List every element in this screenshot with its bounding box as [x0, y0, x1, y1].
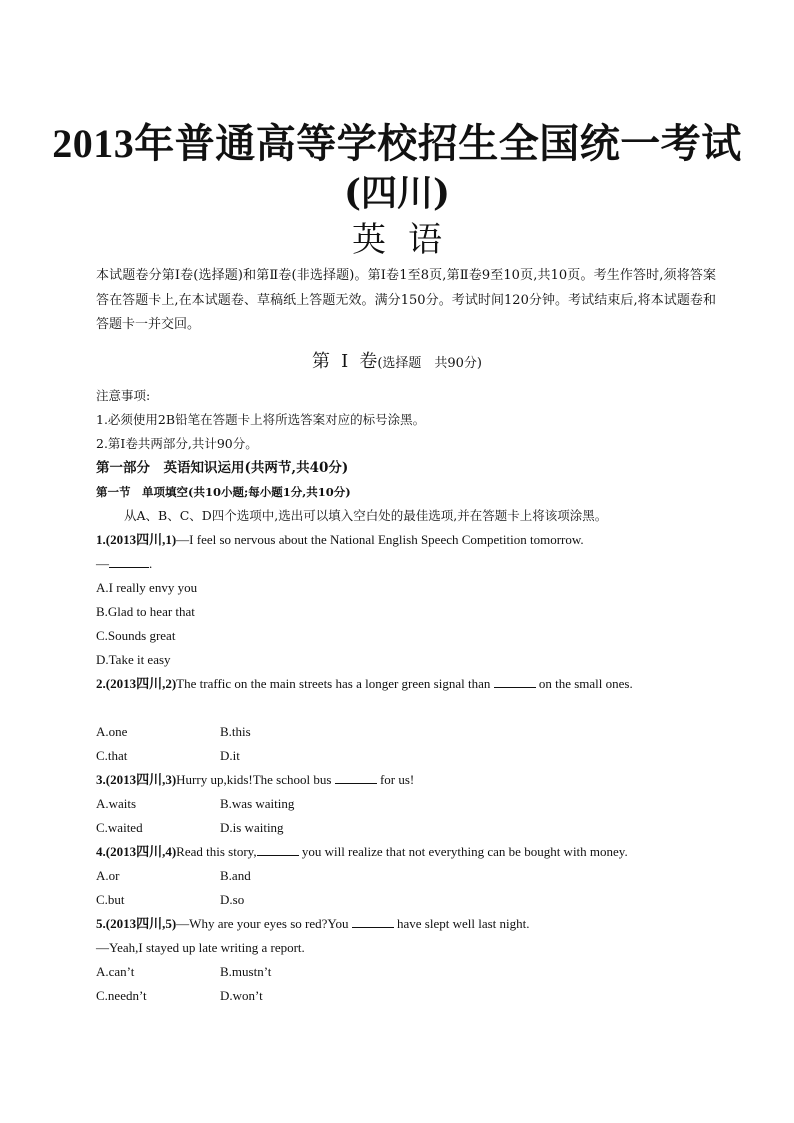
question-5: [96, 914, 530, 934]
option-c: C.that: [96, 748, 128, 763]
answer-blank: [494, 675, 536, 688]
option-d: D.won’t: [220, 988, 263, 1003]
answer-blank: [257, 843, 299, 856]
option-c: C.waited: [96, 820, 143, 835]
section-heading: 第一部分 英语知识运用(共两节,共40分): [96, 460, 349, 476]
answer-blank: [352, 915, 394, 928]
exam-subject: 英语: [352, 220, 464, 260]
option-b: B.Glad to hear that: [96, 604, 195, 619]
notes-heading: 注意事项:: [96, 388, 151, 403]
volume-label-a: 第: [312, 351, 330, 372]
question-4: [96, 842, 628, 862]
question-1-reply: [96, 554, 152, 574]
question-number: 4: [96, 844, 103, 859]
reply-end: .: [149, 556, 153, 571]
question-text-a: The traffic on the main streets has a longer green signal than: [176, 676, 494, 691]
question-5-reply: —Yeah,I stayed up late writing a report.: [96, 940, 305, 955]
answer-blank: [109, 555, 149, 568]
option-a: A.or: [96, 868, 120, 883]
volume-label-roman: Ⅰ: [341, 351, 349, 372]
question-source: .(2013四川,5): [102, 916, 177, 931]
question-text-b: for us!: [376, 772, 415, 787]
question-text-b: you will realize that not everything can be bought with money.: [298, 844, 628, 859]
volume-label-b: 卷: [359, 351, 378, 372]
question-text-a: Read this story,: [176, 844, 257, 859]
option-c: C.Sounds great: [96, 628, 176, 643]
option-b: B.mustn’t: [220, 964, 272, 979]
question-number: 3: [96, 772, 103, 787]
subsection-heading: 第一节 单项填空(共10小题;每小题1分,共10分): [96, 485, 351, 499]
option-c: C.but: [96, 892, 125, 907]
exam-intro: 本试题卷分第Ⅰ卷(选择题)和第Ⅱ卷(非选择题)。第Ⅰ卷1至8页,第Ⅱ卷9至10页,共10页。考生作答时,须将答案答在答题卡上,在本试题卷、草稿纸上答题无效。满分150分。考试时间120分钟。考试结束后,将本试题卷和答题卡一并交回。: [96, 268, 716, 332]
question-2: [96, 674, 633, 694]
question-3: [96, 770, 414, 790]
question-number: 2: [96, 676, 103, 691]
option-a: A.can’t: [96, 964, 135, 979]
option-d: D.is waiting: [220, 820, 284, 835]
instruction: 从A、B、C、D四个选项中,选出可以填入空白处的最佳选项,并在答题卡上将该项涂黑。: [124, 508, 608, 523]
exam-title: 2013年普通高等学校招生全国统一考试: [52, 121, 742, 166]
question-source: .(2013四川,3): [102, 772, 177, 787]
note-2: 2.第Ⅰ卷共两部分,共计90分。: [96, 436, 258, 451]
question-text-b: have slept well last night.: [393, 916, 530, 931]
question-text-a: Hurry up,kids!The school bus: [176, 772, 335, 787]
question-text: —I feel so nervous about the National English Speech Competition tomorrow.: [176, 532, 584, 547]
option-a: A.I really envy you: [96, 580, 198, 595]
answer-blank: [335, 771, 377, 784]
volume-heading: [0, 350, 794, 376]
question-source: .(2013四川,1): [102, 532, 177, 547]
option-a: A.waits: [96, 796, 137, 811]
option-d: D.it: [220, 748, 240, 763]
question-number: 1: [96, 532, 103, 547]
question-1: [96, 530, 584, 550]
question-source: .(2013四川,4): [102, 844, 177, 859]
question-source: .(2013四川,2): [102, 676, 177, 691]
question-text-a: —Why are your eyes so red?You: [176, 916, 352, 931]
option-b: B.this: [220, 724, 251, 739]
reply-dash: —: [96, 556, 109, 571]
option-b: B.was waiting: [220, 796, 295, 811]
option-d: D.so: [220, 892, 245, 907]
option-b: B.and: [220, 868, 251, 883]
volume-subtitle: (选择题 共90分): [377, 356, 482, 371]
question-text-b: on the small ones.: [535, 676, 633, 691]
exam-region: (四川): [343, 172, 451, 214]
option-d: D.Take it easy: [96, 652, 171, 667]
note-1: 1.必须使用2B铅笔在答题卡上将所选答案对应的标号涂黑。: [96, 412, 426, 427]
option-a: A.one: [96, 724, 128, 739]
question-number: 5: [96, 916, 103, 931]
option-c: C.needn’t: [96, 988, 147, 1003]
